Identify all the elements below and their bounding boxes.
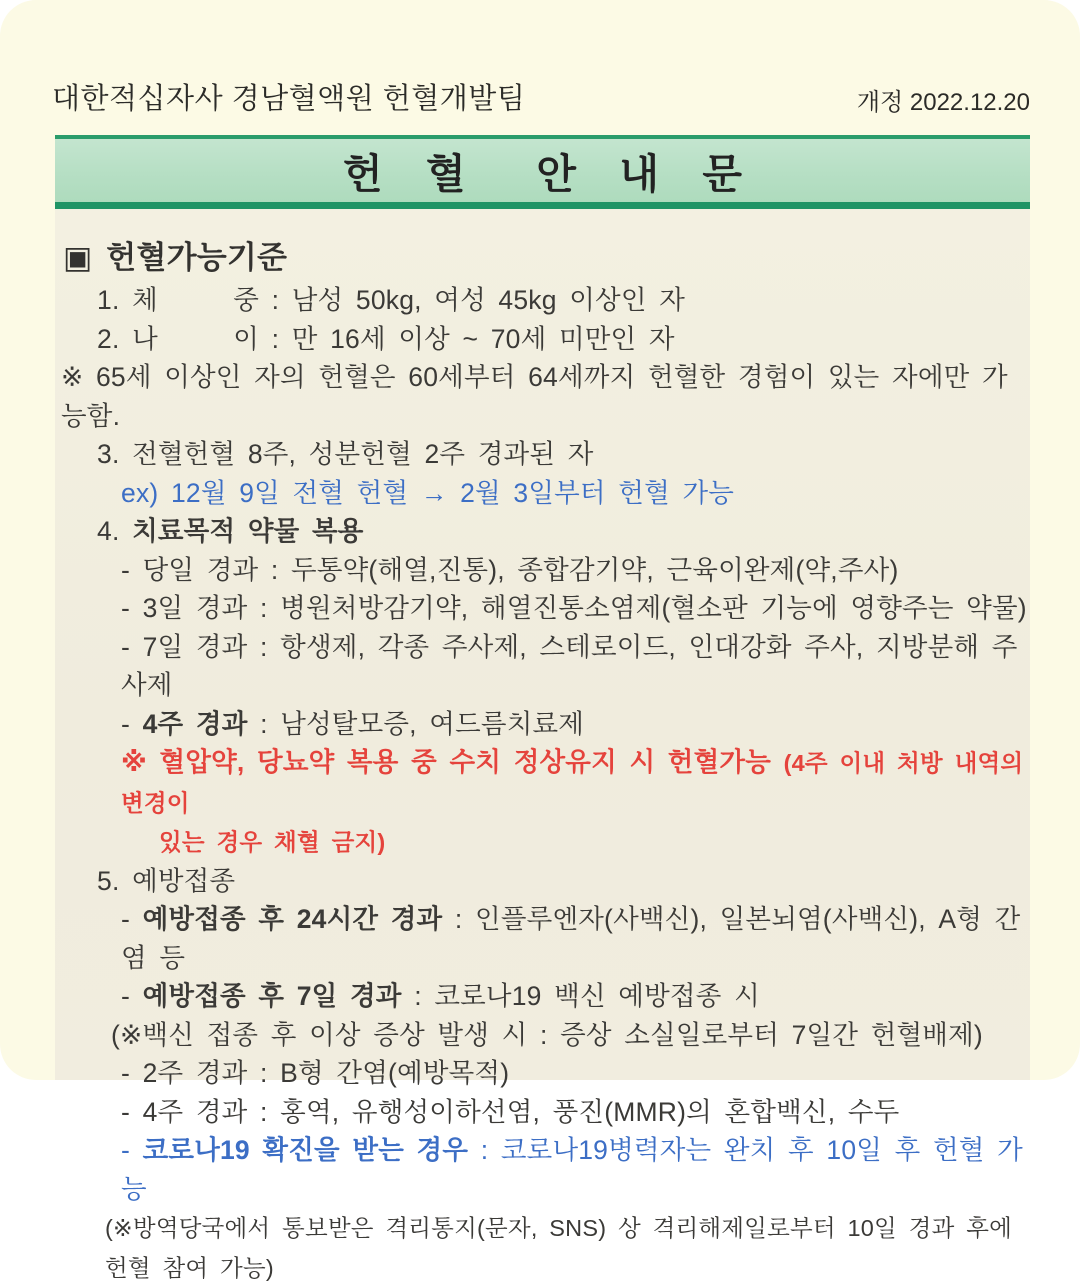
text-segment: 4주 경과 [142, 708, 248, 739]
text-segment: 5. 예방접종 [97, 865, 236, 896]
document-line [55, 1131, 1030, 1208]
document-line [55, 435, 1030, 474]
text-segment: 치료목적 약물 복용 [132, 516, 364, 546]
text-segment: : 남성탈모증, 여드름치료제 [247, 708, 585, 739]
text-segment: - [121, 904, 143, 934]
text-segment: : 코로나19병력자는 완치 후 10일 후 헌혈 가능 [121, 1135, 1023, 1204]
text-segment: - [121, 708, 143, 739]
document-line [55, 822, 1030, 862]
text-segment: : 인플루엔자(사백신), 일본뇌염(사백신), A형 간염 등 [121, 904, 1021, 973]
text-segment: (※백신 접종 후 이상 증상 발생 시 : 증상 소실일로부터 7일간 헌혈배제) [111, 1019, 983, 1050]
text-segment: 예방접종 후 24시간 경과 [142, 904, 443, 934]
document-line [55, 1093, 1030, 1132]
document-lines [55, 235, 1036, 1287]
text-segment: (4주 이내 처방 내역의 변경이 [121, 750, 1036, 816]
text-segment: 있는 경우 채혈 금지) [159, 829, 386, 855]
document-line [55, 1208, 1030, 1287]
document-line [55, 1054, 1030, 1093]
document-line [55, 705, 1030, 744]
organization-title: 대한적십자사 경남혈액원 헌혈개발팀 [52, 83, 526, 115]
document-line [55, 862, 1030, 901]
document-line [55, 743, 1036, 822]
text-segment: ▣ 헌혈가능기준 [63, 240, 288, 275]
text-segment: 1. 체 중 : 남성 50kg, 여성 45kg 이상인 자 [97, 285, 686, 315]
text-segment: - [121, 1135, 143, 1165]
text-segment: ※ 65세 이상인 자의 헌혈은 60세부터 64세까지 헌혈한 경험이 있는 자에만 가능함. [61, 362, 1008, 431]
revision-date: 개정 2022.12.20 [856, 89, 1030, 116]
section-heading [55, 235, 1030, 281]
text-segment: - 당일 경과 : 두통약(해열,진통), 종합감기약, 근육이완제(약,주사) [121, 554, 899, 585]
text-segment: (※방역당국에서 통보받은 격리통지(문자, SNS) 상 격리해제일로부터 10일 경과 후에 헌혈 참여 가능) [105, 1215, 1024, 1281]
text-segment: - 4주 경과 : 홍역, 유행성이하선염, 풍진(MMR)의 혼합백신, 수두 [121, 1096, 900, 1127]
text-segment: ※ 혈압약, 당뇨약 복용 중 수치 정상유지 시 헌혈가능 [121, 747, 784, 777]
text-segment: : 코로나19 백신 예방접종 시 [401, 981, 760, 1011]
page-header [52, 76, 1030, 117]
text-segment: 코로나19 확진을 받는 경우 [142, 1135, 469, 1165]
text-segment: 예방접종 후 7일 경과 [142, 981, 402, 1011]
document-line [55, 474, 1030, 513]
document-line [55, 551, 1030, 590]
text-segment: 2. 나 이 : 만 16세 이상 ~ 70세 미만인 자 [97, 323, 675, 354]
page-title: 헌 혈 안 내 문 [343, 151, 758, 197]
document-line [55, 900, 1030, 977]
document-body [55, 209, 1036, 1281]
document-line [55, 589, 1030, 628]
document-line [55, 320, 1030, 359]
text-segment: - 7일 경과 : 항생제, 각종 주사제, 스테로이드, 인대강화 주사, 지방분해 주사제 [121, 631, 1018, 700]
document-line [55, 1016, 1030, 1055]
document-line [55, 512, 1030, 551]
document-line [55, 358, 1030, 435]
text-segment: - [121, 981, 143, 1011]
text-segment: - 3일 경과 : 병원처방감기약, 해열진통소염제(혈소판 기능에 영향주는 약물) [121, 593, 1027, 623]
text-segment: 3. 전혈헌혈 8주, 성분헌혈 2주 경과된 자 [97, 439, 594, 469]
text-segment: ex) 12월 9일 전혈 헌혈 → 2월 3일부터 헌혈 가능 [121, 477, 735, 508]
document-line [55, 977, 1030, 1016]
document-line [55, 628, 1030, 705]
text-segment: 4. [97, 516, 133, 546]
document-line [55, 281, 1030, 320]
text-segment: - 2주 경과 : B형 간염(예방목적) [121, 1058, 510, 1088]
title-banner [55, 135, 1030, 209]
